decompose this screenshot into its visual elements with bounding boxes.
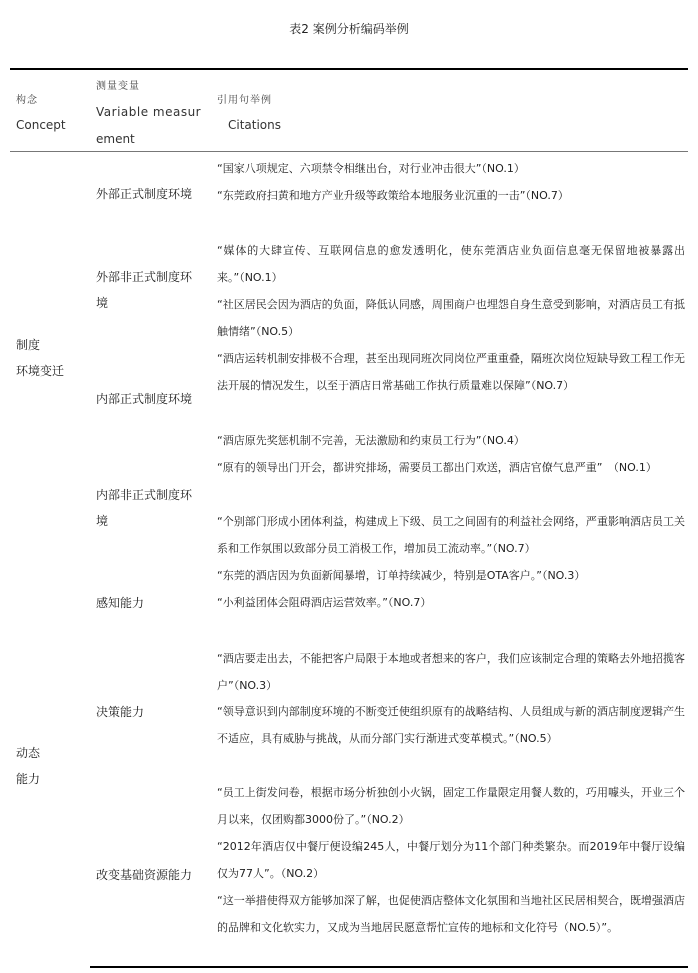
concept-line: 制度 bbox=[16, 338, 41, 352]
variable-line: 内部正式制度环境 bbox=[96, 392, 193, 406]
citation-item: “东莞政府扫黄和地方产业升级等政策给本地服务业沉重的一击”（NO.7） bbox=[217, 189, 569, 202]
table-header-rule bbox=[10, 151, 688, 152]
citation-item: “员工上街发问卷，根据市场分析独创小火锅，固定工作量限定用餐人数的，巧用噱头，开业三个月以来，仅团购都3000份了。”（NO.2） bbox=[217, 786, 685, 826]
header-concept-cn: 构念 bbox=[16, 95, 38, 106]
variable-external-informal bbox=[96, 264, 214, 316]
concept-dynamic-capability bbox=[16, 740, 40, 792]
citation-item: “小利益团体会阻碍酒店运营效率。”（NO.7） bbox=[217, 596, 432, 609]
variable-line: 内部非正式制度环 bbox=[96, 488, 193, 502]
variable-line: 决策能力 bbox=[96, 705, 145, 719]
concept-line: 动态 bbox=[16, 746, 41, 760]
header-citation-cn: 引用句举例 bbox=[217, 95, 272, 106]
header-variable-en-2: ement bbox=[96, 132, 135, 146]
citation-item: “领导意识到内部制度环境的不断变迁使组织原有的战略结构、人员组成与新的酒店制度逻辑产生不适应，具有威胁与挑战，从而分部门实行渐进式变革模式。”（NO.5） bbox=[217, 705, 685, 745]
table-bottom-rule bbox=[90, 966, 688, 968]
variable-line: 改变基础资源能力 bbox=[96, 868, 193, 882]
variable-internal-informal bbox=[96, 482, 214, 534]
citation-item: “酒店原先奖惩机制不完善，无法激励和约束员工行为”（NO.4） bbox=[217, 434, 525, 447]
variable-external-formal bbox=[96, 181, 214, 207]
variable-internal-formal bbox=[96, 386, 214, 412]
citation-item: “东莞的酒店因为负面新闻暴增，订单持续减少，特别是OTA客户。”（NO.3） bbox=[217, 569, 586, 582]
variable-perception bbox=[96, 590, 214, 616]
header-concept-en: Concept bbox=[16, 118, 66, 132]
concept-line: 能力 bbox=[16, 772, 41, 786]
header-variable-cn: 测量变量 bbox=[96, 81, 140, 92]
variable-line: 外部非正式制度环 bbox=[96, 270, 193, 284]
variable-line: 外部正式制度环境 bbox=[96, 187, 193, 201]
citation-item: “原有的领导出门开会，都讲究排场，需要员工都出门欢送，酒店官僚气息严重” （NO.1） bbox=[217, 461, 657, 474]
table-top-rule bbox=[10, 68, 688, 70]
citation-item: “酒店要走出去，不能把客户局限于本地或者想来的客户，我们应该制定合理的策略去外地招揽客户”（NO.3） bbox=[217, 652, 685, 692]
citation-item: “媒体的大肆宣传、互联网信息的愈发透明化，使东莞酒店业负面信息毫无保留地被暴露出来。”（NO.1） bbox=[217, 244, 685, 284]
header-variable-en-1: Variable measur bbox=[96, 105, 202, 119]
variable-line: 境 bbox=[96, 296, 109, 310]
variable-line: 境 bbox=[96, 514, 109, 528]
concept-line: 环境变迁 bbox=[16, 364, 65, 378]
citation-item: “国家八项规定、六项禁令相继出台，对行业冲击很大”（NO.1） bbox=[217, 162, 525, 175]
variable-resource-change bbox=[96, 862, 214, 888]
table-title: 表2 案例分析编码举例 bbox=[289, 22, 409, 36]
citation-item: “2012年酒店仅中餐厅便设编245人，中餐厅划分为11个部门种类繁杂。而2019年中餐厅设编仅为77人”。（NO.2） bbox=[217, 840, 685, 880]
variable-line: 感知能力 bbox=[96, 596, 145, 610]
citation-item: “这一举措使得双方能够加深了解，也促使酒店整体文化氛围和当地社区民居相契合，既增强酒店的品牌和文化软实力，又成为当地居民愿意帮忙宣传的地标和文化符号（NO.5）”。 bbox=[217, 894, 685, 934]
citation-item: “社区居民会因为酒店的负面，降低认同感，周围商户也埋怨自身生意受到影响，对酒店员工有抵触情绪”（NO.5） bbox=[217, 298, 685, 338]
variable-decision bbox=[96, 699, 214, 725]
header-citation-en: Citations bbox=[228, 118, 282, 132]
concept-institutional-change bbox=[16, 332, 64, 384]
citation-item: “个别部门形成小团体利益，构建成上下级、员工之间固有的利益社会网络，严重影响酒店员工关系和工作氛围以致部分员工消极工作，增加员工流动率。”（NO.7） bbox=[217, 515, 685, 555]
citation-item: “酒店运转机制安排极不合理，甚至出现同班次同岗位严重重叠，隔班次岗位短缺导致工程工作无法开展的情况发生，以至于酒店日常基础工作执行质量难以保障”（NO.7） bbox=[217, 352, 685, 392]
